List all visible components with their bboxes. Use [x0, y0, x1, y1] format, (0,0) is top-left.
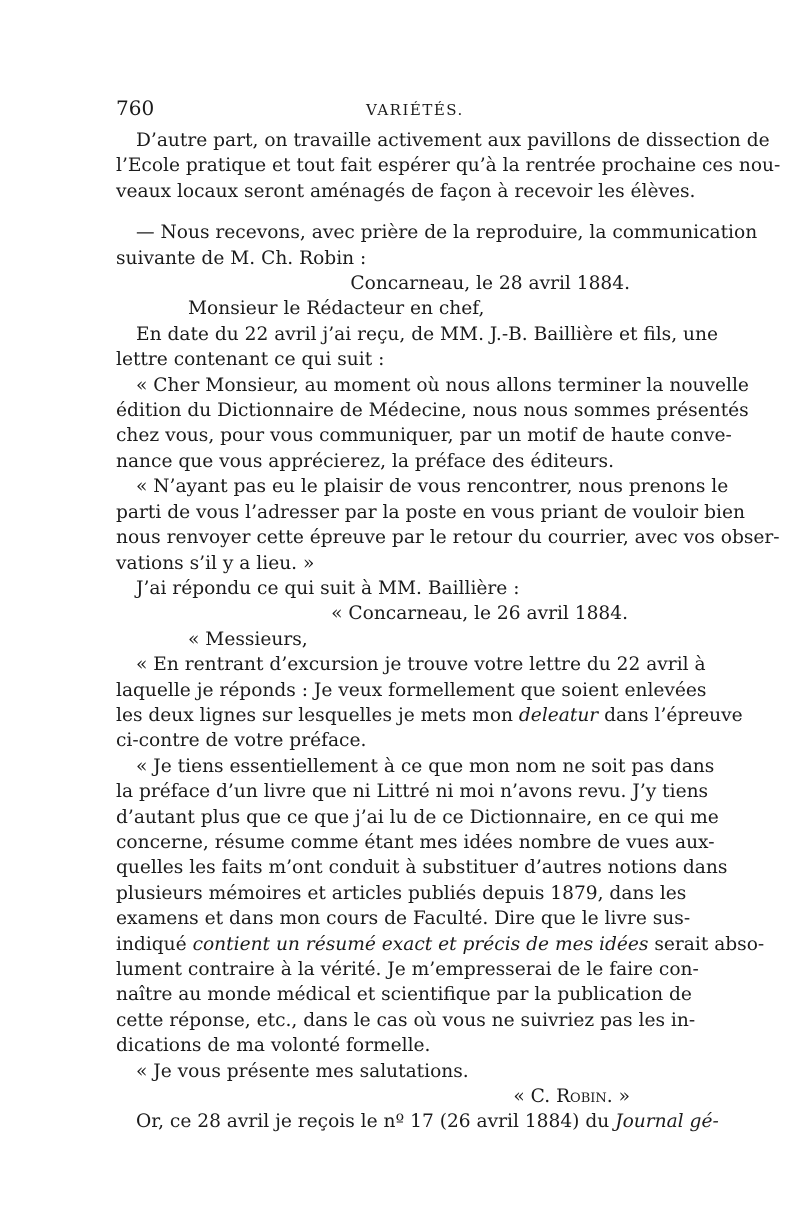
letter-salutation: Monsieur le Rédacteur en chef, [188, 298, 485, 320]
text-line: nance que vous apprécierez, la préface des éditeurs. [116, 450, 614, 472]
text-line: chez vous, pour vous communiquer, par un motif de haute conve- [116, 425, 732, 447]
text-line: « Cher Monsieur, au moment où nous allons terminer la nouvelle [136, 374, 749, 396]
text-line: la préface d’un livre que ni Littré ni moi n’avons revu. J’y tiens [116, 781, 709, 803]
reply-salutation: « Messieurs, [188, 628, 308, 650]
text-line: quelles les faits m’ont conduit à substituer d’autres notions dans [116, 857, 728, 879]
paragraph-gap [116, 204, 686, 220]
italic-title: Journal gé- [615, 1111, 719, 1133]
text-line: D’autre part, on travaille activement aux pavillons de dissection de [136, 130, 770, 151]
text-line: plusieurs mémoires et articles publiés depuis 1879, dans les [116, 882, 687, 904]
text-line: lument contraire à la vérité. Je m’empresserai de le faire con- [116, 959, 699, 980]
text-line: En date du 22 avril j’ai reçu, de MM. J.-B. Baillière et fils, une [136, 323, 718, 345]
text-line: « N’ayant pas eu le plaisir de vous rencontrer, nous prenons le [136, 476, 729, 498]
page-number: 760 [116, 96, 155, 120]
text-line: « En rentrant d’excursion je trouve votre lettre du 22 avril à [136, 654, 706, 676]
text-line: édition du Dictionnaire de Médecine, nous nous sommes présentés [116, 400, 749, 422]
text-line: indiqué contient un résumé exact et précis de mes idées serait abso- [116, 933, 765, 955]
text-line: ci-contre de votre préface. [116, 730, 367, 752]
text-line: les deux lignes sur lesquelles je mets mon deleatur dans l’épreuve [116, 704, 743, 726]
text-line: — Nous recevons, avec prière de la reproduire, la communication [136, 222, 758, 244]
reply-dateline: « Concarneau, le 26 avril 1884. [331, 603, 628, 625]
text-line: concerne, résume comme étant mes idées nombre de vues aux- [116, 831, 715, 853]
text-line: nous renvoyer cette épreuve par le retour du courrier, avec vos obser- [116, 527, 780, 549]
letter-dateline: Concarneau, le 28 avril 1884. [350, 273, 630, 295]
text-line: J’ai répondu ce qui suit à MM. Baillière : [136, 577, 520, 599]
text-line: vations s’il y a lieu. » [116, 552, 315, 574]
signature-name: Robin [556, 1086, 607, 1108]
italic-quote: contient un résumé exact et précis de mes idées [192, 933, 649, 955]
text-line: « Je vous présente mes salutations. [136, 1060, 469, 1082]
text-line: laquelle je réponds : Je veux formellement que soient enlevées [116, 679, 707, 701]
text-line: l’Ecole pratique et tout fait espérer qu’à la rentrée prochaine ces nou- [116, 155, 781, 177]
text-line: veaux locaux seront aménagés de façon à recevoir les élèves. [116, 180, 696, 202]
text-line: lettre contenant ce qui suit : [116, 349, 385, 371]
text-line: parti de vous l’adresser par la poste en vous priant de vouloir bien [116, 501, 745, 523]
italic-term: deleatur [518, 704, 599, 726]
text-line: « Je tiens essentiellement à ce que mon nom ne soit pas dans [136, 755, 715, 777]
text-line: cette réponse, etc., dans le cas où vous ne suivriez pas les in- [116, 1009, 696, 1031]
signature-line: « C. Robin. » [513, 1086, 630, 1108]
page-header [116, 96, 684, 126]
text-line: examens et dans mon cours de Faculté. Dire que le livre sus- [116, 908, 691, 930]
page-body [116, 128, 781, 1135]
running-head: VARIÉTÉS. [366, 101, 464, 119]
text-line: d’autant plus que ce que j’ai lu de ce Dictionnaire, en ce qui me [116, 806, 719, 828]
text-line: Or, ce 28 avril je reçois le nº 17 (26 avril 1884) du Journal gé- [136, 1111, 719, 1133]
text-line: suivante de M. Ch. Robin : [116, 247, 367, 269]
text-line: naître au monde médical et scientifique par la publication de [116, 984, 692, 1006]
text-line: dications de ma volonté formelle. [116, 1035, 431, 1057]
